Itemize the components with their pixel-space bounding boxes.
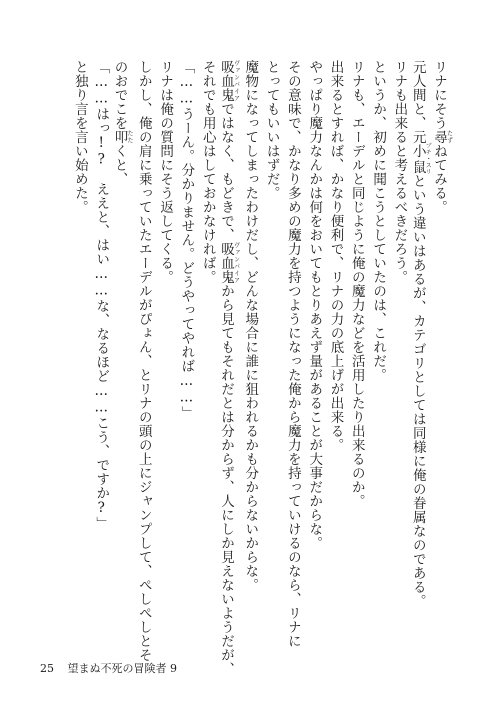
page-number: 25 xyxy=(40,662,54,675)
ruby-reading: ヴァンパイア xyxy=(232,242,240,284)
text-segment: とってもいいはずだ。 xyxy=(263,60,280,200)
text-line xyxy=(70,60,90,214)
text-line xyxy=(113,60,133,186)
ruby-reading: たず xyxy=(445,130,453,144)
ruby-base: 吸血鬼 xyxy=(218,60,234,102)
ruby-text xyxy=(111,130,133,144)
text-line xyxy=(326,60,346,452)
ruby-text xyxy=(218,60,240,102)
text-segment: やっぱり魔力なんかは何をおいてもとりあえず量があることが大事だからな。 xyxy=(306,60,323,550)
text-segment: リナは俺の質問にそう返してくる。 xyxy=(157,60,174,284)
text-line xyxy=(304,60,324,550)
ruby-base: 尋 xyxy=(431,130,447,144)
ruby-text xyxy=(218,242,240,284)
text-line xyxy=(134,60,154,662)
text-line xyxy=(155,60,175,284)
text-segment: 魔物になってしまったわけだし、どんな場合に誰に狙われるかも分からないからな。 xyxy=(242,60,259,592)
text-line xyxy=(219,60,239,676)
text-line xyxy=(389,60,409,284)
text-segment: 出来るとすれば、かなり便利で、リナの力の底上げが出来る。 xyxy=(327,60,344,452)
text-segment: それでも用心はしておかなければ。 xyxy=(199,60,216,284)
text-segment: リナも、エーデルと同じように俺の魔力などを活用したり出来るのか。 xyxy=(348,60,365,508)
text-segment: という違いはあるが、カテゴリとしては同様に俺の眷属なのである。 xyxy=(409,174,426,609)
text-segment: 元人間と、元 xyxy=(409,60,426,144)
ruby-reading: プチ・スリ xyxy=(424,142,432,176)
text-line xyxy=(411,60,431,608)
ruby-base: 叩 xyxy=(111,130,128,144)
text-segment: リナも出来ると考えるべきだろう。 xyxy=(391,60,408,284)
text-segment: 「……はっ!? ええと、はい……な、なるほど……こう、ですか?」 xyxy=(93,60,110,531)
ruby-base: 吸血鬼 xyxy=(218,242,234,284)
text-segment: ではなく、もどきで、 xyxy=(218,102,234,242)
book-title: 望まぬ不死の冒険者 9 xyxy=(67,662,177,675)
text-segment: ねてみる。 xyxy=(431,144,447,214)
text-line xyxy=(432,60,452,214)
text-segment: その意味で、かなり多めの魔力を持つようになった俺から魔力を持っていけるのなら、リナに xyxy=(284,60,301,648)
text-line xyxy=(176,60,196,420)
ruby-reading: たた xyxy=(126,130,133,144)
text-segment: と独り言を言い始めた。 xyxy=(71,60,88,214)
ruby-text xyxy=(431,130,453,144)
text-line xyxy=(198,60,218,284)
ruby-base: 小鼠 xyxy=(409,142,426,176)
text-segment: くと、 xyxy=(111,144,128,186)
text-segment: というか、初めに聞こうとしていたのは、これだ。 xyxy=(370,60,387,382)
page-footer xyxy=(40,662,177,676)
text-line xyxy=(91,60,111,531)
text-line xyxy=(262,60,282,200)
ruby-text xyxy=(409,142,432,176)
text-line xyxy=(283,60,303,648)
text-segment: 「……うーん。分かりません。どうやってやれば……」 xyxy=(178,60,195,420)
text-line xyxy=(368,60,388,382)
text-segment: のおでこを xyxy=(111,60,128,130)
text-line xyxy=(347,60,367,508)
text-segment: リナにそう xyxy=(431,60,447,130)
ruby-reading: ヴァンパイア xyxy=(232,60,240,102)
text-segment: から見てもそれだとは分からず、人にしか見えないようだが、 xyxy=(218,284,234,676)
text-line xyxy=(240,60,260,592)
text-segment: しかし、俺の肩に乗っていたエーデルがぴょん、とリナの頭の上にジャンプして、ぺしぺしとそ xyxy=(135,60,152,662)
